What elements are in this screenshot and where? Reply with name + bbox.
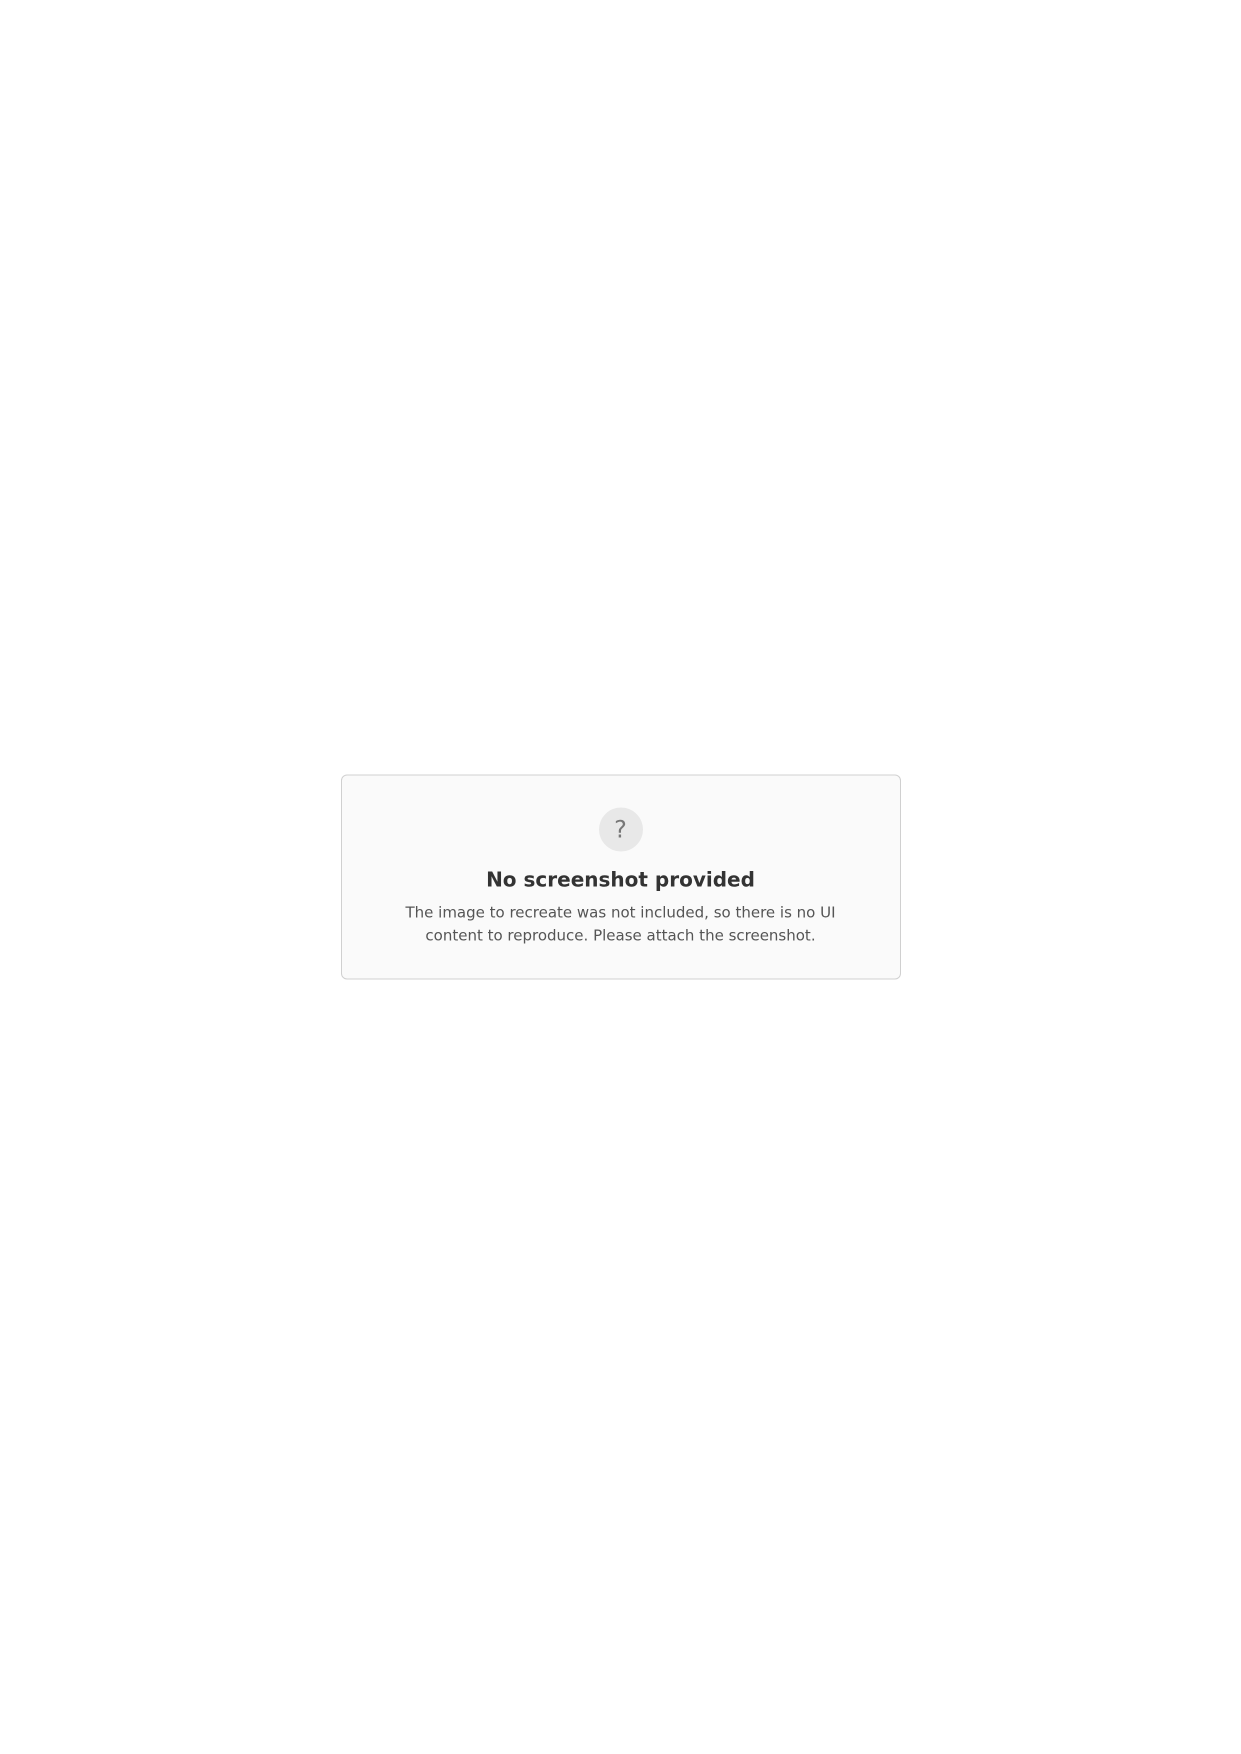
image-missing-icon: ? (599, 808, 643, 852)
notice-message: The image to recreate was not included, so there is no UI content to reproduce. Please attach the screenshot. (405, 903, 836, 944)
notice-title: No screenshot provided (486, 867, 755, 892)
missing-image-notice (341, 775, 901, 980)
